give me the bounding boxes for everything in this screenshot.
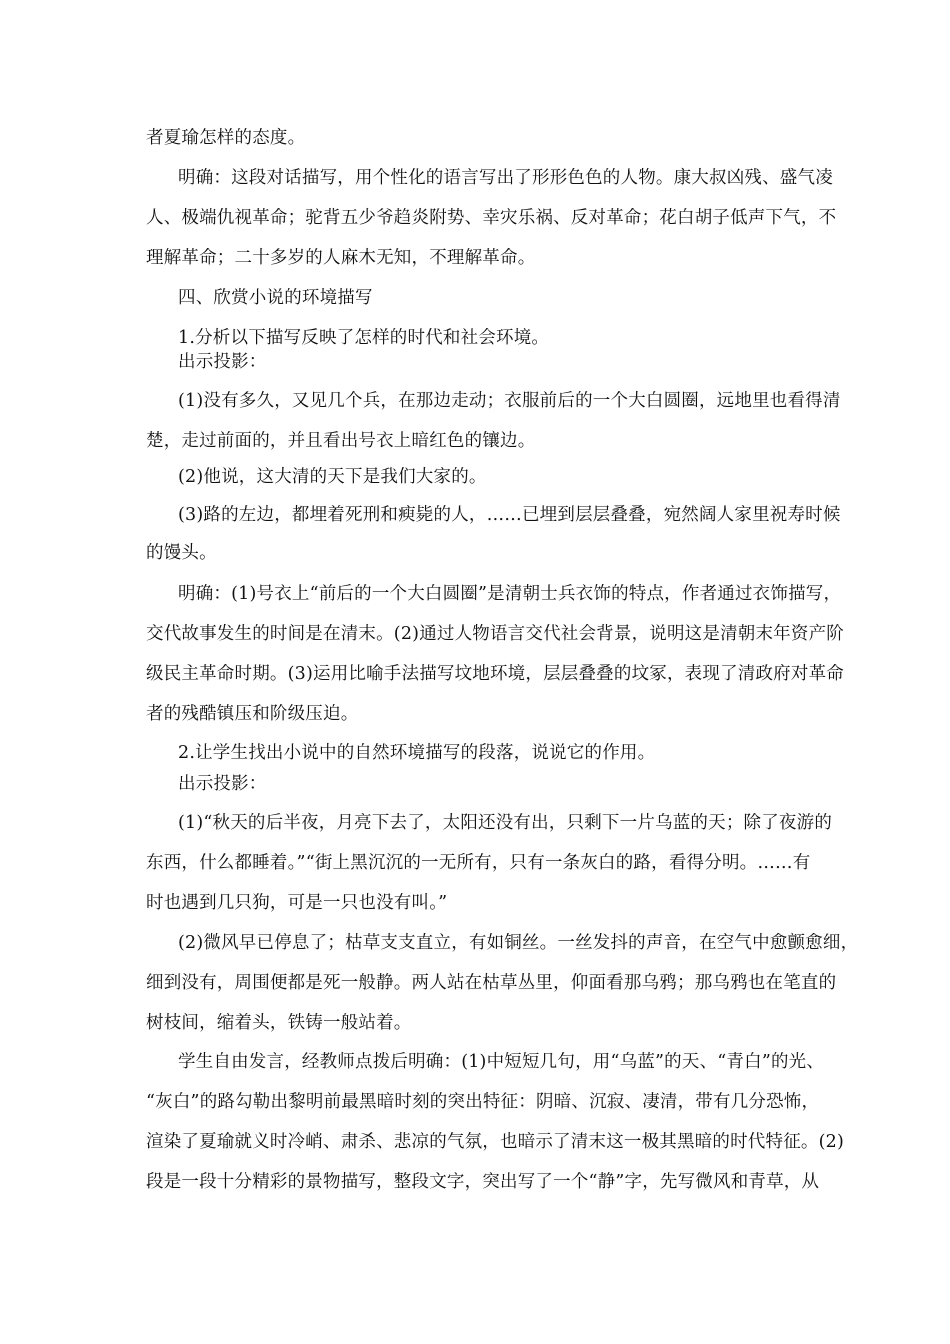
- text-line: 理解革命；二十多岁的人麻木无知，不理解革命。: [146, 248, 536, 268]
- text-line: 出示投影：: [178, 352, 267, 372]
- text-line: “灰白”的路勾勒出黎明前最黑暗时刻的突出特征：阴暗、沉寂、凄清，带有几分恐怖，: [146, 1092, 820, 1112]
- text-line: 级民主革命时期。(3)运用比喻手法描写坟地环境，层层叠叠的坟冢，表现了清政府对革命: [146, 664, 844, 684]
- text-line: 学生自由发言，经教师点拨后明确：(1)中短短几句，用“乌蓝”的天、“青白”的光、: [178, 1052, 825, 1072]
- text-line: 者的残酷镇压和阶级压迫。: [146, 704, 359, 724]
- text-line: (2)他说，这大清的天下是我们大家的。: [178, 467, 487, 487]
- text-line: 细到没有，周围便都是死一般静。两人站在枯草丛里，仰面看那乌鸦；那乌鸦也在笔直的: [146, 973, 837, 993]
- text-line: 时也遇到几只狗，可是一只也没有叫。”: [146, 893, 448, 913]
- text-line: 楚，走过前面的，并且看出号衣上暗红色的镶边。: [146, 431, 536, 451]
- text-line: 树枝间，缩着头，铁铸一般站着。: [146, 1013, 412, 1033]
- text-line: 明确：(1)号衣上“前后的一个大白圆圈”是清朝士兵衣饰的特点，作者通过衣饰描写，: [178, 584, 842, 604]
- text-line: 人、极端仇视革命；驼背五少爷趋炎附势、幸灾乐祸、反对革命；花白胡子低声下气，不: [146, 208, 837, 228]
- text-line: 渲染了夏瑜就义时冷峭、肃杀、悲凉的气氛，也暗示了清末这一极其黑暗的时代特征。(2): [146, 1132, 844, 1152]
- text-line: 出示投影：: [178, 774, 267, 794]
- text-line: 段是一段十分精彩的景物描写，整段文字，突出写了一个“静”字，先写微风和青草，从: [146, 1172, 820, 1192]
- text-line: (1)“秋天的后半夜，月亮下去了，太阳还没有出，只剩下一片乌蓝的天；除了夜游的: [178, 813, 833, 833]
- section-heading: 四、欣赏小说的环境描写: [178, 288, 373, 308]
- text-line: (1)没有多久，又见几个兵，在那边走动；衣服前后的一个大白圆圈，远地里也看得清: [178, 391, 841, 411]
- text-line: 2.让学生找出小说中的自然环境描写的段落，说说它的作用。: [178, 743, 656, 763]
- text-line: 交代故事发生的时间是在清末。(2)通过人物语言交代社会背景，说明这是清朝末年资产阶: [146, 624, 844, 644]
- text-line: (2)微风早已停息了；枯草支支直立，有如铜丝。一丝发抖的声音，在空气中愈颤愈细，: [178, 933, 859, 953]
- text-line: 者夏瑜怎样的态度。: [146, 128, 306, 148]
- text-line: 东西，什么都睡着。”“街上黑沉沉的一无所有，只有一条灰白的路，看得分明。……有: [146, 853, 811, 873]
- text-line: 明确：这段对话描写，用个性化的语言写出了形形色色的人物。康大叔凶残、盛气凌: [178, 168, 833, 188]
- text-line: 1.分析以下描写反映了怎样的时代和社会环境。: [178, 328, 550, 348]
- text-line: 的馒头。: [146, 543, 217, 563]
- text-line: (3)路的左边，都埋着死刑和瘐毙的人，……已埋到层层叠叠，宛然阔人家里祝寿时候: [178, 505, 841, 525]
